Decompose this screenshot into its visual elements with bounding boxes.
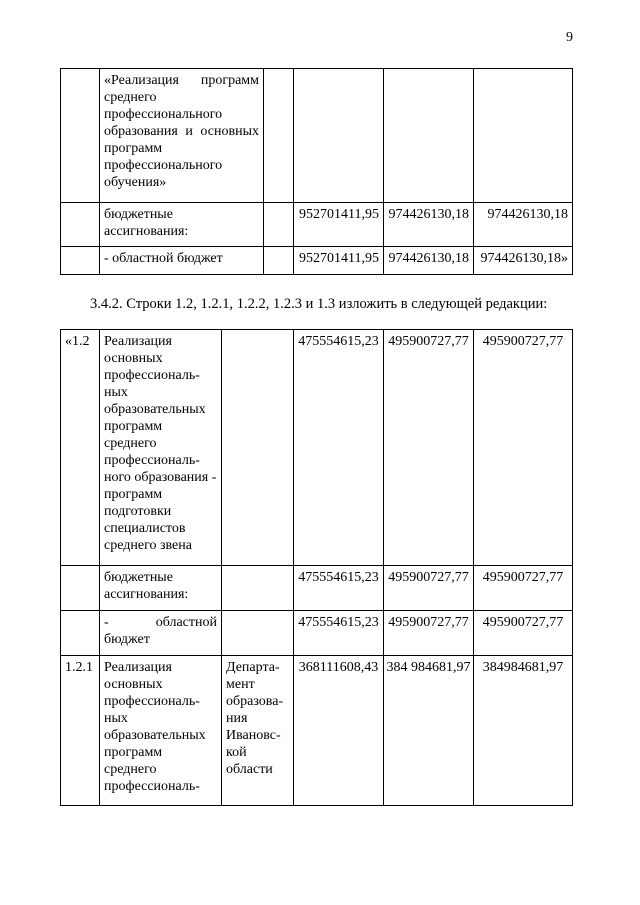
row-name-cell: «Реализация программ среднего профессионального образования и основных программ профессионального обучения»	[100, 69, 264, 203]
value-cell-3: 495900727,77	[474, 330, 573, 566]
table-row	[61, 203, 573, 247]
table-row	[61, 656, 573, 806]
value-cell-1: 952701411,95	[294, 247, 384, 275]
value-cell-3: 974426130,18»	[474, 247, 573, 275]
table-row	[61, 69, 573, 203]
budget-table-bottom	[60, 329, 573, 806]
row-number-cell: 1.2.1	[61, 656, 100, 806]
value-cell-1: 475554615,23	[294, 611, 384, 656]
row-number-cell	[61, 566, 100, 611]
row-name-cell: Реализация основных профессиональ- ных образовательных программ среднего профессиональ-	[100, 656, 222, 806]
executor-cell	[222, 566, 294, 611]
row-number-cell	[61, 247, 100, 275]
value-cell-2: 495900727,77	[384, 611, 474, 656]
row-name-cell: бюджетные ассигнования:	[100, 203, 264, 247]
executor-cell	[264, 247, 294, 275]
row-name-cell: - областной бюджет	[100, 247, 264, 275]
executor-cell	[264, 203, 294, 247]
table-row	[61, 330, 573, 566]
value-cell-3: 495900727,77	[474, 566, 573, 611]
value-cell-3: 384984681,97	[474, 656, 573, 806]
executor-cell	[222, 611, 294, 656]
value-cell-2: 974426130,18	[384, 203, 474, 247]
row-name-cell: - областной бюджет	[100, 611, 222, 656]
value-cell-1: 475554615,23	[294, 566, 384, 611]
row-number-cell	[61, 611, 100, 656]
executor-cell	[222, 330, 294, 566]
value-cell-2: 974426130,18	[384, 247, 474, 275]
table-row	[61, 247, 573, 275]
row-number-cell	[61, 69, 100, 203]
table-row	[61, 566, 573, 611]
row-number-cell	[61, 203, 100, 247]
row-name-cell: бюджетные ассигнования:	[100, 566, 222, 611]
executor-cell	[264, 69, 294, 203]
value-cell-2: 495900727,77	[384, 566, 474, 611]
value-cell-1	[294, 69, 384, 203]
executor-cell: Департа- мент образова- ния Ивановс- кой области	[222, 656, 294, 806]
value-cell-3	[474, 69, 573, 203]
budget-table-top	[60, 68, 573, 275]
row-name-cell: Реализация основных профессиональ- ных образовательных программ среднего профессиональ- ного образования - программ подготовки специалистов среднего звена	[100, 330, 222, 566]
value-cell-2: 384 984681,97	[384, 656, 474, 806]
page-number: 9	[566, 30, 573, 45]
value-cell-3: 495900727,77	[474, 611, 573, 656]
value-cell-3: 974426130,18	[474, 203, 573, 247]
value-cell-2	[384, 69, 474, 203]
table-row	[61, 611, 573, 656]
row-number-cell: «1.2	[61, 330, 100, 566]
amendment-paragraph: 3.4.2. Строки 1.2, 1.2.1, 1.2.2, 1.2.3 и 1.3 изложить в следующей редакции:	[90, 296, 548, 312]
value-cell-2: 495900727,77	[384, 330, 474, 566]
value-cell-1: 475554615,23	[294, 330, 384, 566]
value-cell-1: 368111608,43	[294, 656, 384, 806]
value-cell-1: 952701411,95	[294, 203, 384, 247]
